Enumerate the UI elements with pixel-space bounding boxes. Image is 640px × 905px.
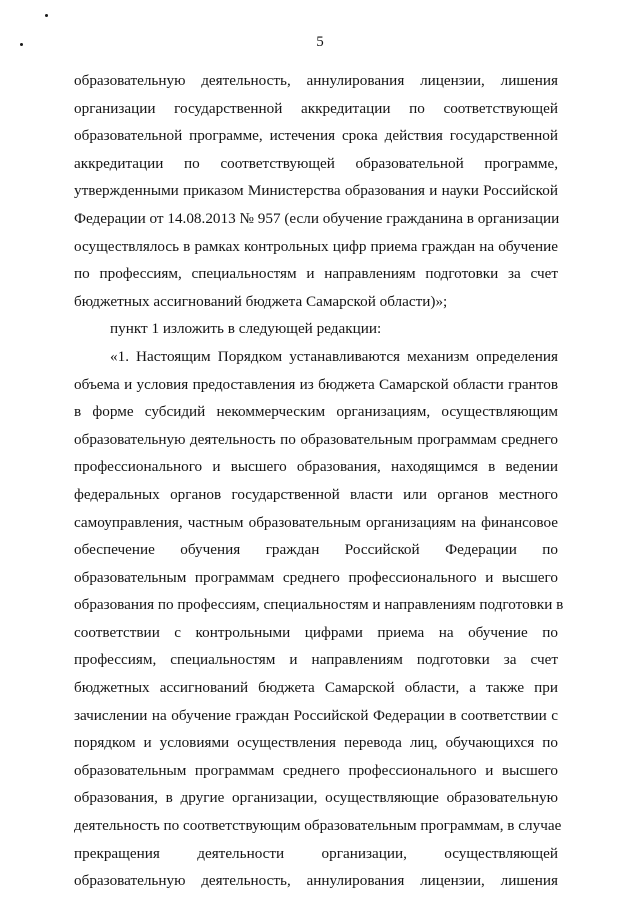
text-line: образовательной программе, истечения срока действия государственной xyxy=(74,127,558,145)
text-line: деятельность по соответствующим образовательным программам, в случае xyxy=(74,817,562,835)
text-line: бюджетных ассигнований бюджета Самарской области, а также при xyxy=(74,679,558,697)
text-line: организации государственной аккредитации по соответствующей xyxy=(74,99,558,117)
text-line: соответствии с контрольными цифрами приема на обучение по xyxy=(74,623,558,641)
text-line: «1. Настоящим Порядком устанавливаются механизм определения xyxy=(110,347,558,365)
text-line: по профессиям, специальностям и направлениям подготовки за счет xyxy=(74,265,558,283)
page-number: 5 xyxy=(316,34,324,50)
text-line: федеральных органов государственной власти или органов местного xyxy=(74,485,558,503)
text-line: объема и условия предоставления из бюджета Самарской области грантов xyxy=(74,375,558,393)
text-line: аккредитации по соответствующей образовательной программе, xyxy=(74,154,558,172)
text-line: утвержденными приказом Министерства образования и науки Российской xyxy=(74,182,558,200)
text-line: в форме субсидий некоммерческим организациям, осуществляющим xyxy=(74,403,558,421)
text-line: образовательную деятельность, аннулирования лицензии, лишения xyxy=(74,72,558,89)
text-line: бюджетных ассигнований бюджета Самарской области)»; xyxy=(74,292,448,310)
text-line: образовательную деятельность по образовательным программам среднего xyxy=(74,430,558,448)
text-line: самоуправления, частным образовательным организациям на финансовое xyxy=(74,513,558,531)
text-line: порядком и условиями осуществления перевода лиц, обучающихся по xyxy=(74,734,558,752)
text-line: образования по профессиям, специальностям и направлениям подготовки в xyxy=(74,596,564,614)
text-line: образования, в другие организации, осуществляющие образовательную xyxy=(74,789,558,807)
text-line: образовательным программам среднего профессионального и высшего xyxy=(74,761,558,779)
text-line: профессионального и высшего образования, находящимся в ведении xyxy=(74,458,558,476)
document-body xyxy=(74,67,564,895)
text-line: пункт 1 изложить в следующей редакции: xyxy=(110,320,382,338)
text-line: осуществлялось в рамках контрольных цифр приема граждан на обучение xyxy=(74,237,558,255)
text-line: прекращения деятельности организации, осуществляющей xyxy=(74,844,558,862)
scan-speck-mark xyxy=(45,14,48,17)
text-line: образовательную деятельность, аннулирования лицензии, лишения xyxy=(74,872,558,890)
text-line: образовательным программам среднего профессионального и высшего xyxy=(74,568,558,586)
text-line: Федерации от 14.08.2013 № 957 (если обучение гражданина в организации xyxy=(74,209,560,227)
text-line: профессиям, специальностям и направлениям подготовки за счет xyxy=(74,651,558,669)
text-line: обеспечение обучения граждан Российской Федерации по xyxy=(74,541,558,559)
text-line: зачислении на обучение граждан Российской Федерации в соответствии с xyxy=(74,706,558,724)
